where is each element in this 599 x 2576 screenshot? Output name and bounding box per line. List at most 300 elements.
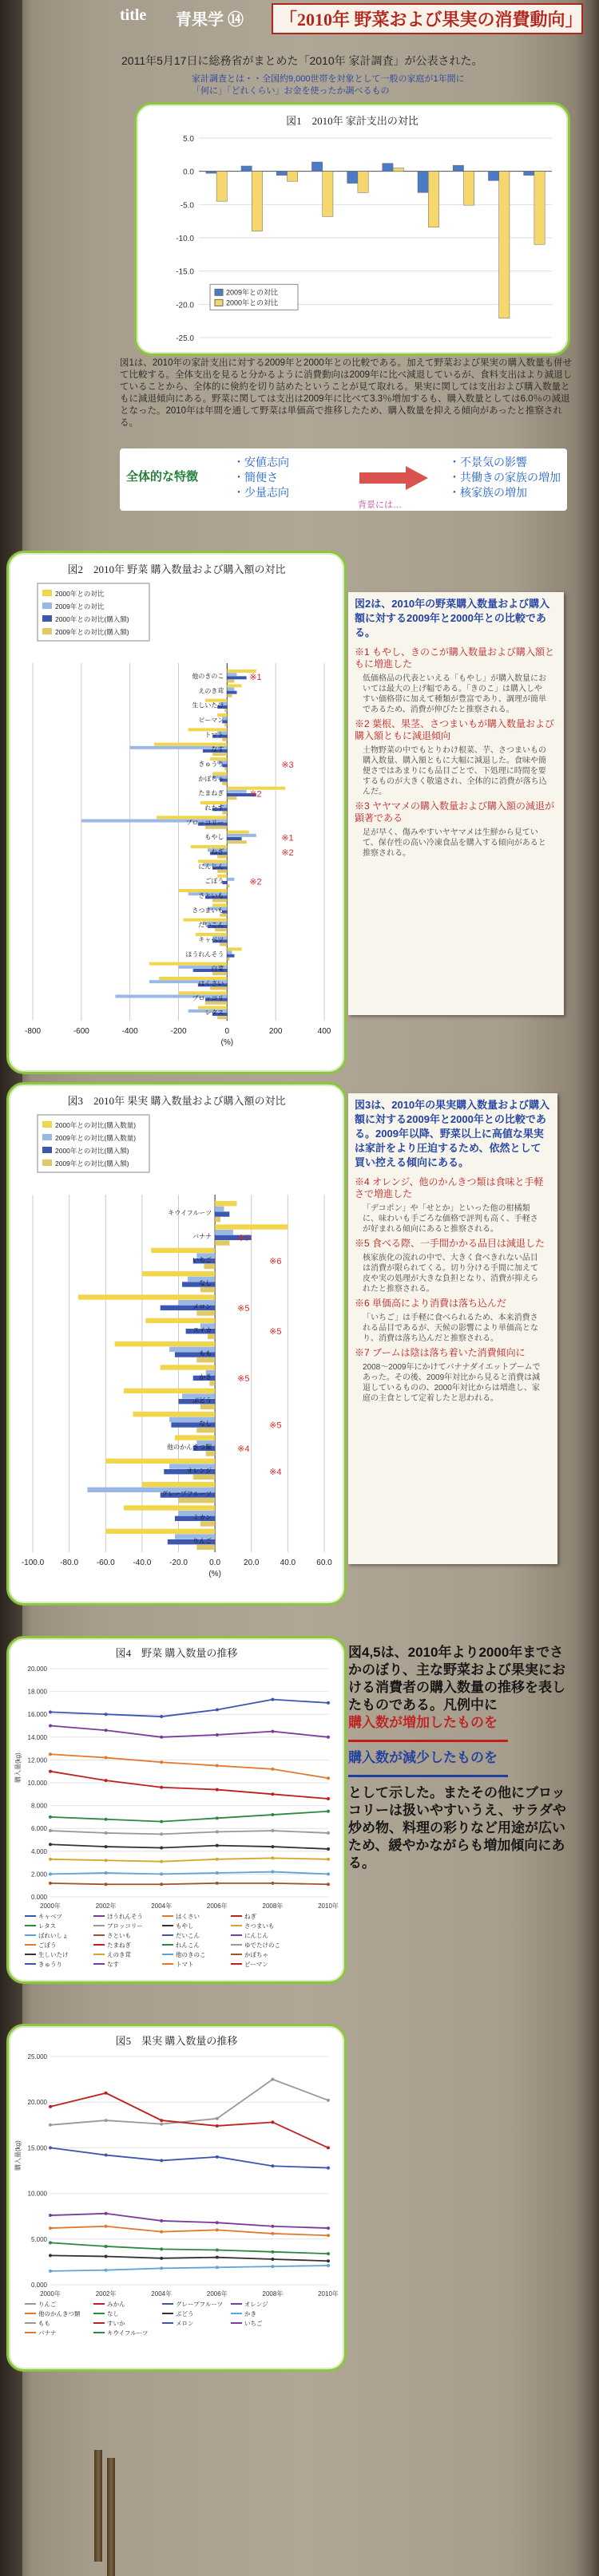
data-point bbox=[327, 1883, 330, 1886]
bar bbox=[200, 1287, 215, 1292]
data-point bbox=[105, 2269, 108, 2272]
category-label: メロン bbox=[192, 1302, 212, 1310]
legend-label: 2000年との対比 bbox=[55, 590, 105, 598]
bar bbox=[224, 724, 227, 727]
bar bbox=[464, 172, 474, 206]
fig3-commentary-head: 図3は、2010年の果実購入数量および購入額に対する2009年と2000年との比較である。2009年以降、野菜以上に高値な果実は家計をより圧迫するため、依然として買い控える傾向にある。 bbox=[355, 1099, 550, 1168]
fig45-text-1: 図4,5は、2010年より2000年までさかのぼり、主な野菜および果実における消費者の購入数量の推移を表したものである。凡例中に bbox=[348, 1645, 565, 1713]
legend-label: なし bbox=[107, 2310, 119, 2317]
series-line bbox=[50, 2093, 328, 2148]
bar bbox=[206, 172, 216, 174]
legend-swatch bbox=[42, 1147, 52, 1153]
legend-label: かき bbox=[244, 2310, 256, 2317]
y-tick-label: -15.0 bbox=[176, 267, 194, 277]
bar bbox=[534, 172, 545, 245]
series-line bbox=[50, 1883, 328, 1884]
bar bbox=[276, 172, 287, 176]
note-marker: ※5 bbox=[237, 1303, 250, 1314]
x-tick-label: 2010年 bbox=[318, 1902, 339, 1910]
legend-label: ピーマン bbox=[244, 1961, 268, 1968]
bar bbox=[224, 768, 227, 771]
data-point bbox=[271, 1730, 274, 1733]
category-label: なし bbox=[199, 1279, 212, 1287]
bar bbox=[227, 837, 241, 840]
data-point bbox=[216, 2256, 219, 2259]
data-point bbox=[49, 2254, 52, 2257]
data-point bbox=[105, 2154, 108, 2157]
y-tick-label: 10.000 bbox=[27, 1780, 47, 1787]
y-tick-label: 20.000 bbox=[27, 1665, 47, 1673]
x-tick-label: -40.0 bbox=[133, 1559, 152, 1567]
category-label: ブロッコリー bbox=[185, 819, 224, 827]
subtitle: 2011年5月17日に総務省がまとめた「2010年 家計調査」が公表された。 bbox=[121, 54, 483, 67]
legend-label: 2009年との対比 bbox=[55, 603, 105, 610]
y-tick-label: 25.000 bbox=[27, 2053, 47, 2060]
data-point bbox=[160, 1736, 163, 1739]
x-tick-label: 0.0 bbox=[209, 1559, 221, 1567]
legend-swatch bbox=[42, 1160, 52, 1166]
bar bbox=[215, 1217, 220, 1222]
category-label: ミカン bbox=[192, 1513, 212, 1521]
data-point bbox=[216, 2155, 219, 2159]
data-point bbox=[271, 1792, 274, 1796]
bar bbox=[196, 1357, 215, 1362]
bar bbox=[227, 688, 234, 691]
legend-label: 2009年との対比(購入額) bbox=[55, 1160, 129, 1167]
data-point bbox=[160, 1860, 163, 1863]
data-point bbox=[216, 2117, 219, 2120]
series-line bbox=[50, 1844, 328, 1849]
data-point bbox=[327, 1872, 330, 1875]
legend-label: ゆでたけのこ bbox=[244, 1942, 280, 1949]
category-label: なす bbox=[211, 745, 224, 753]
bar bbox=[227, 954, 234, 958]
data-point bbox=[271, 2164, 274, 2167]
data-point bbox=[327, 2226, 330, 2230]
x-tick-label: 200 bbox=[268, 1027, 283, 1036]
fig2-commentary-head: 図2は、2010年の野菜購入数量および購入額に対する2009年と2000年との比較である。 bbox=[355, 598, 550, 638]
bar bbox=[227, 684, 241, 687]
legend-swatch bbox=[215, 289, 223, 295]
data-point bbox=[49, 2270, 52, 2273]
data-point bbox=[160, 1847, 163, 1850]
bar bbox=[227, 884, 229, 887]
y-tick-label: 6.000 bbox=[30, 1825, 47, 1833]
title-prefix: title bbox=[120, 6, 147, 24]
data-point bbox=[216, 2266, 219, 2269]
right-arrow-icon bbox=[359, 466, 428, 490]
comment-body: 低価格品の代表といえる「もやし」が購入数量においては最大の上げ幅である。「きのこ」は購入しやすい価格帯に加えて種類が豊富であり、調理が簡単であるため、消費が伸びたと推察される。 bbox=[363, 674, 546, 714]
comment-body: 核家族化の流れの中で、大きく食べきれない品目は消費が限られてくる。切り分ける手間に加えて皮や実の処理が大きな負担となり、消費が抑えられたと推察される。 bbox=[363, 1254, 538, 1294]
x-tick-label: 2010年 bbox=[318, 2290, 339, 2297]
bar bbox=[499, 172, 510, 318]
x-tick-label: 2006年 bbox=[206, 2290, 228, 2297]
data-point bbox=[271, 1829, 274, 1832]
bar bbox=[227, 796, 236, 800]
category-label: 他のきのこ bbox=[192, 673, 224, 680]
bar bbox=[161, 1365, 215, 1369]
data-point bbox=[49, 1843, 52, 1846]
bar bbox=[115, 1341, 215, 1346]
category-label: だいこん bbox=[198, 921, 224, 929]
bar bbox=[227, 831, 248, 834]
data-point bbox=[271, 1856, 274, 1859]
bar bbox=[124, 1389, 215, 1393]
data-point bbox=[216, 1830, 219, 1833]
x-tick-label: -200 bbox=[170, 1027, 187, 1036]
data-point bbox=[216, 2124, 219, 2128]
bar bbox=[418, 172, 428, 193]
feature-item: ・不景気の影響 bbox=[449, 456, 527, 468]
fig2-panel bbox=[6, 551, 347, 1074]
legend-label: だいこん bbox=[176, 1932, 200, 1939]
category-label: ねぎ bbox=[211, 848, 224, 855]
legend-label: ごぼう bbox=[38, 1942, 57, 1949]
category-label: キウイフルーツ bbox=[168, 1209, 212, 1217]
category-label: えのき茸 bbox=[198, 687, 224, 695]
bar bbox=[216, 172, 227, 202]
comment-title: ※7 ブームは陰は落ち着いた消費傾向に bbox=[355, 1347, 526, 1358]
y-tick-label: 15.000 bbox=[27, 2144, 47, 2152]
legend-label: えのき茸 bbox=[107, 1951, 131, 1958]
fig5-title: 図5 果実 購入数量の推移 bbox=[115, 2035, 238, 2047]
note-marker: ※6 bbox=[269, 1257, 282, 1267]
x-tick-label: 2004年 bbox=[151, 1902, 173, 1910]
x-tick-label: 400 bbox=[317, 1027, 331, 1036]
bar bbox=[227, 951, 232, 954]
comment-title: ※3 ヤヤマメの購入数量および購入額の減退が顕著である bbox=[355, 800, 555, 824]
features-box bbox=[120, 448, 567, 511]
data-point bbox=[160, 2119, 163, 2122]
category-label: ぶどう bbox=[192, 1397, 212, 1405]
category-label: レタス bbox=[204, 1009, 224, 1017]
bar bbox=[193, 1475, 215, 1480]
data-point bbox=[160, 1820, 163, 1823]
data-point bbox=[271, 2078, 274, 2081]
series-line bbox=[50, 2147, 328, 2167]
note-marker: ※1 bbox=[281, 833, 294, 844]
bar bbox=[428, 172, 438, 227]
legend-label: りんご bbox=[38, 2301, 57, 2308]
legend-label: さといも bbox=[107, 1932, 131, 1939]
data-point bbox=[160, 2230, 163, 2234]
bar bbox=[151, 1248, 215, 1253]
data-point bbox=[49, 1858, 52, 1861]
category-label: さといも bbox=[198, 892, 224, 899]
x-axis-label: (%) bbox=[220, 1038, 234, 1047]
behind-label: 背景には… bbox=[358, 500, 402, 510]
data-point bbox=[160, 2123, 163, 2126]
y-tick-label: 0.000 bbox=[30, 2282, 47, 2289]
data-point bbox=[49, 2214, 52, 2217]
bar bbox=[217, 1016, 227, 1019]
bar bbox=[124, 1505, 215, 1510]
data-point bbox=[327, 1776, 330, 1780]
x-tick-label: 0 bbox=[224, 1027, 230, 1036]
data-point bbox=[327, 1847, 330, 1851]
x-tick-label: -400 bbox=[121, 1027, 138, 1036]
legend-label: もやし bbox=[176, 1922, 194, 1930]
data-point bbox=[216, 2228, 219, 2231]
comment-body: 「いちご」は手軽に食べられるため、本来消費される品目であるが、天候の影響により単価高となり、消費は落ち込んだと推察される。 bbox=[363, 1314, 538, 1343]
series-line bbox=[50, 2255, 328, 2261]
data-point bbox=[216, 1882, 219, 1885]
note-marker: ※5 bbox=[237, 1373, 250, 1384]
legend-label: みかん bbox=[107, 2301, 125, 2308]
category-label: もも bbox=[199, 1349, 212, 1357]
fig2-commentary bbox=[348, 592, 564, 1015]
bar bbox=[212, 972, 227, 975]
fig3-panel bbox=[6, 1082, 347, 1606]
category-label: もやし bbox=[204, 833, 224, 841]
series-line bbox=[50, 1772, 328, 1799]
comment-body: 2008～2009年にかけてバナナダイエットブームであった。その後、2009年対比から見ると消費は減退しているものの、2000年対比からは増進し、家庭の主食として定着したと思われる。 bbox=[363, 1363, 541, 1403]
x-axis-label: (%) bbox=[208, 1570, 221, 1578]
data-point bbox=[49, 2241, 52, 2244]
category-label: りんご bbox=[192, 1537, 212, 1545]
fig3-chart bbox=[9, 1105, 344, 1600]
bar bbox=[323, 172, 333, 217]
bar bbox=[488, 172, 498, 181]
category-label: ブロッコリ bbox=[192, 994, 224, 1002]
bar bbox=[196, 1545, 215, 1550]
bar bbox=[205, 826, 227, 829]
series-line bbox=[50, 2226, 328, 2235]
data-point bbox=[327, 2099, 330, 2102]
bar bbox=[453, 165, 463, 172]
x-tick-label: 2002年 bbox=[95, 1902, 117, 1910]
bar bbox=[220, 914, 227, 917]
bar bbox=[222, 782, 227, 785]
data-point bbox=[327, 1858, 330, 1861]
data-point bbox=[271, 2120, 274, 2124]
note-marker: ※2 bbox=[281, 847, 294, 858]
category-label: ピーマン bbox=[198, 717, 224, 724]
fig1-title: 図1 2010年 家計支出の対比 bbox=[286, 115, 419, 127]
fig45-description bbox=[348, 1644, 572, 1872]
bar bbox=[524, 172, 534, 176]
category-label: はくさい bbox=[198, 980, 224, 987]
data-point bbox=[49, 1725, 52, 1728]
y-tick-label: 8.000 bbox=[30, 1802, 47, 1810]
bar bbox=[241, 166, 252, 172]
data-point bbox=[271, 1882, 274, 1885]
data-point bbox=[105, 2119, 108, 2122]
series-line bbox=[50, 1811, 328, 1822]
legend-label: たまねぎ bbox=[107, 1942, 131, 1949]
data-point bbox=[271, 2232, 274, 2235]
bar bbox=[105, 1459, 215, 1464]
x-tick-label: -80.0 bbox=[60, 1559, 79, 1567]
y-tick-label: -25.0 bbox=[176, 334, 194, 343]
data-point bbox=[271, 2250, 274, 2254]
decrease-swatch bbox=[348, 1775, 508, 1777]
fig3-title: 図3 2010年 果実 購入数量および購入額の対比 bbox=[67, 1095, 286, 1107]
bar bbox=[78, 1294, 215, 1299]
bar bbox=[206, 1451, 215, 1456]
category-label: かき bbox=[199, 1373, 212, 1381]
bar bbox=[196, 1310, 215, 1315]
data-point bbox=[271, 2225, 274, 2228]
features-right-list bbox=[449, 455, 561, 500]
x-tick-label: -100.0 bbox=[21, 1559, 45, 1567]
survey-note-line: 「何に」「どれくらい」お金を使ったか調べるもの bbox=[192, 86, 390, 96]
legend-label: オレンジ bbox=[244, 2301, 268, 2308]
data-point bbox=[160, 2247, 163, 2250]
data-point bbox=[49, 1872, 52, 1875]
data-point bbox=[160, 2219, 163, 2222]
features-label: 全体的な特徴 bbox=[126, 470, 199, 484]
legend-swatch bbox=[42, 1121, 52, 1128]
bar bbox=[227, 676, 246, 679]
data-point bbox=[327, 2167, 330, 2170]
category-label: オレンジ bbox=[186, 1467, 212, 1475]
data-point bbox=[105, 1831, 108, 1835]
y-tick-label: 2.000 bbox=[30, 1871, 47, 1879]
decrease-legend-text: 購入数が減少したものを bbox=[348, 1750, 498, 1765]
category-label: グレープフルーツ bbox=[161, 1490, 212, 1498]
fig4-panel bbox=[6, 1636, 347, 1984]
legend-label: 2000年との対比(購入数量) bbox=[55, 1121, 137, 1129]
data-point bbox=[49, 2146, 52, 2149]
category-label: なし bbox=[199, 1420, 212, 1428]
x-tick-label: 2006年 bbox=[206, 1902, 228, 1910]
x-tick-label: 2000年 bbox=[40, 2290, 61, 2297]
y-tick-label: 10.000 bbox=[27, 2190, 47, 2198]
data-point bbox=[327, 2234, 330, 2237]
category-label: 白菜 bbox=[211, 965, 224, 973]
data-point bbox=[160, 1872, 163, 1875]
data-point bbox=[216, 1844, 219, 1847]
x-tick-label: -800 bbox=[24, 1027, 42, 1036]
feature-item: ・核家族の増加 bbox=[449, 486, 527, 499]
survey-note-line: 家計調査とは・・全国約9,000世帯を対象として一般の家庭が1年間に bbox=[192, 74, 465, 84]
data-point bbox=[216, 1708, 219, 1711]
bar bbox=[175, 1435, 215, 1440]
data-point bbox=[105, 1883, 108, 1886]
data-point bbox=[160, 1786, 163, 1789]
y-tick-label: 16.000 bbox=[27, 1711, 47, 1719]
y-tick-label: 0.0 bbox=[183, 168, 194, 177]
legend-label: ねぎ bbox=[244, 1913, 256, 1920]
legend-label: 2009年との対比(購入数量) bbox=[55, 1134, 137, 1142]
fig4-chart bbox=[9, 1657, 344, 1977]
legend-swatch bbox=[42, 590, 52, 596]
x-tick-label: -20.0 bbox=[169, 1559, 188, 1567]
legend-label: グレープフルーツ bbox=[176, 2301, 224, 2308]
data-point bbox=[271, 2265, 274, 2268]
legend-swatch bbox=[42, 615, 52, 622]
data-point bbox=[271, 1845, 274, 1848]
comment-body: 土物野菜の中でもとりわけ根菜、芋、さつまいもの購入数量、購入額ともに大幅に減退した。食味や簡便さではあまりにも品目ごとで、下処理に時間を要するものが大きく敬遠され、全体的に消費が落ち込んだ。 bbox=[363, 746, 547, 796]
section-label: 青果学 ⑭ bbox=[176, 11, 244, 29]
bar bbox=[212, 899, 227, 903]
bar bbox=[383, 164, 393, 172]
comment-body: 足が早く、傷みやすいヤヤマメは生鮮から見ていて、保存性の高い冷凍食品を購入する傾向があると推察される。 bbox=[363, 828, 546, 858]
legend-label: レタス bbox=[38, 1922, 57, 1930]
data-point bbox=[216, 1788, 219, 1792]
y-tick-label: 12.000 bbox=[27, 1756, 47, 1764]
comment-title: ※5 食べる際、一手間かかる品目は減退した bbox=[355, 1238, 545, 1249]
legend-label: さつまいも bbox=[244, 1922, 275, 1930]
y-axis-label: 購入量(kg) bbox=[14, 1752, 22, 1783]
bookmark-ribbon bbox=[107, 2458, 115, 2576]
survey-note bbox=[192, 73, 465, 97]
feature-item: ・簡便さ bbox=[233, 471, 278, 484]
data-point bbox=[160, 2257, 163, 2260]
bar bbox=[311, 162, 322, 172]
data-point bbox=[105, 1845, 108, 1848]
data-point bbox=[327, 1810, 330, 1813]
bar bbox=[393, 168, 403, 172]
y-tick-label: -20.0 bbox=[176, 301, 194, 310]
bar bbox=[358, 172, 368, 193]
data-point bbox=[327, 2264, 330, 2267]
x-tick-label: 20.0 bbox=[244, 1559, 260, 1567]
legend-label: キャベツ bbox=[38, 1913, 62, 1920]
note-marker: ※2 bbox=[249, 877, 262, 887]
data-point bbox=[49, 2124, 52, 2127]
data-point bbox=[105, 1859, 108, 1862]
note-marker: ※2 bbox=[249, 789, 262, 800]
series-line bbox=[50, 1726, 328, 1737]
x-tick-label: 2000年 bbox=[40, 1902, 61, 1910]
legend-label: れんこん bbox=[176, 1942, 200, 1949]
data-point bbox=[327, 1701, 330, 1705]
legend-label: 2000年との対比 bbox=[226, 298, 279, 307]
data-point bbox=[49, 1710, 52, 1713]
y-axis-label: 購入量(kg) bbox=[14, 2140, 22, 2171]
feature-item: ・少量志向 bbox=[233, 486, 289, 499]
feature-item: ・安値志向 bbox=[233, 456, 289, 468]
legend-label: 生しいたけ bbox=[38, 1951, 69, 1958]
data-point bbox=[160, 1883, 163, 1886]
bar bbox=[224, 709, 227, 712]
bar bbox=[227, 790, 246, 793]
bar bbox=[227, 834, 256, 837]
legend-label: ブロッコリー bbox=[107, 1922, 143, 1930]
legend-label: キウイフルーツ bbox=[107, 2329, 149, 2337]
category-label: ごぼう bbox=[204, 877, 224, 885]
bar bbox=[209, 1381, 215, 1385]
legend-label: 2009年との対比 bbox=[226, 288, 279, 297]
page-title: 「2010年 野菜および果実の消費動向」 bbox=[272, 3, 583, 34]
y-tick-label: 18.000 bbox=[27, 1688, 47, 1696]
data-point bbox=[105, 1756, 108, 1760]
data-point bbox=[105, 1779, 108, 1782]
fig4-title: 図4 野菜 購入数量の推移 bbox=[115, 1647, 238, 1659]
y-tick-label: 0.000 bbox=[30, 1894, 47, 1901]
fig3-commentary bbox=[348, 1093, 557, 1564]
data-point bbox=[216, 2221, 219, 2224]
data-point bbox=[216, 1816, 219, 1819]
comment-title: ※2 葉根、果茎、さつまいもが購入数量および購入額ともに減退傾向 bbox=[355, 718, 555, 741]
comment-title: ※6 単価高により消費は落ち込んだ bbox=[355, 1298, 507, 1309]
data-point bbox=[327, 2259, 330, 2262]
series-line bbox=[50, 1754, 328, 1778]
x-tick-label: 2008年 bbox=[262, 1902, 284, 1910]
legend-label: ほうれんそう bbox=[107, 1913, 143, 1920]
bar bbox=[142, 1271, 215, 1276]
data-point bbox=[271, 1698, 274, 1701]
data-point bbox=[105, 2255, 108, 2258]
data-point bbox=[327, 2252, 330, 2255]
note-marker: ※5 bbox=[269, 1327, 282, 1337]
category-label: さつまいも bbox=[192, 907, 224, 915]
y-tick-label: 5.000 bbox=[30, 2235, 47, 2243]
data-point bbox=[327, 1797, 330, 1800]
category-label: かぼちゃ bbox=[198, 775, 224, 783]
